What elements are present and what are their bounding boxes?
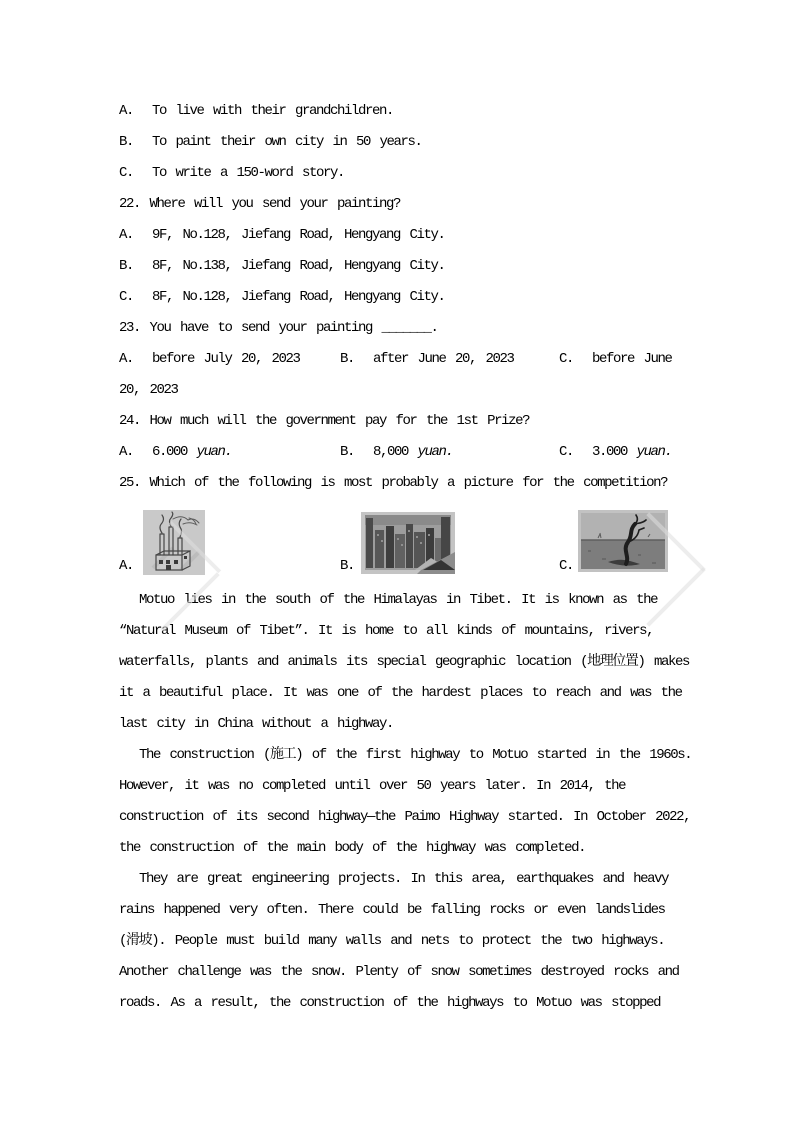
q24-stem: 24. How much will the government pay for the 1st Prize? bbox=[119, 413, 530, 429]
q24-option-c bbox=[559, 437, 672, 468]
page-content bbox=[119, 96, 692, 1019]
passage-p2-line2: However, it was no completed until over 50 years later. In 2014, the bbox=[119, 778, 626, 794]
q21-option-c: C. To write a 150-word story. bbox=[119, 165, 345, 181]
q22-option-b: B. 8F, No.138, Jiefang Road, Hengyang City. bbox=[119, 258, 445, 274]
passage-p1-line2: “Natural Museum of Tibet”. It is home to all kinds of mountains, rivers, bbox=[119, 623, 654, 639]
passage-p3-line3: (滑坡). People must build many walls and nets to protect the two highways. bbox=[119, 933, 665, 949]
picture-c-label: C. bbox=[559, 558, 574, 574]
picture-b-city-skyline-image bbox=[361, 512, 455, 574]
passage-p2-line1: The construction (施工) of the first highway to Motuo started in the 1960s. bbox=[139, 747, 692, 763]
q22-option-c: C. 8F, No.128, Jiefang Road, Hengyang City. bbox=[119, 289, 445, 305]
q24-option-a-amount: A. 6.000 bbox=[119, 444, 197, 460]
picture-c-withered-tree-image bbox=[578, 510, 668, 572]
passage-p3-line2: rains happened very often. There could be falling rocks or even landslides bbox=[119, 902, 665, 918]
q23-option-c-wrap: 20, 2023 bbox=[119, 382, 178, 398]
passage-p1-line1: Motuo lies in the south of the Himalayas in Tibet. It is known as the bbox=[139, 592, 658, 608]
passage-p2-line4: the construction of the main body of the highway was completed. bbox=[119, 840, 586, 856]
passage-p3-line1: They are great engineering projects. In this area, earthquakes and heavy bbox=[139, 871, 669, 887]
q23-stem: 23. You have to send your painting _______. bbox=[119, 320, 438, 336]
q24-option-c-amount: C. 3.000 bbox=[559, 444, 637, 460]
q24-option-b-amount: B. 8,000 bbox=[340, 444, 418, 460]
q24-option-b bbox=[340, 437, 453, 468]
q21-option-a: A. To live with their grandchildren. bbox=[119, 103, 394, 119]
q25-stem: 25. Which of the following is most probably a picture for the competition? bbox=[119, 475, 668, 491]
q24-option-c-unit: yuan. bbox=[636, 444, 672, 460]
q23-option-a: A. before July 20, 2023 bbox=[119, 351, 300, 367]
passage-p3-line5: roads. As a result, the construction of the highways to Motuo was stopped bbox=[119, 995, 661, 1011]
q21-option-b: B. To paint their own city in 50 years. bbox=[119, 134, 422, 150]
picture-a-factory-sketch-image bbox=[143, 510, 205, 575]
passage-p1-line4: it a beautiful place. It was one of the hardest places to reach and was the bbox=[119, 685, 682, 701]
q24-option-a bbox=[119, 437, 232, 468]
q23-option-b: B. after June 20, 2023 bbox=[340, 351, 514, 367]
q25-pictures-row bbox=[119, 499, 679, 585]
passage-p2-line3: construction of its second highway—the Paimo Highway started. In October 2022, bbox=[119, 809, 691, 825]
passage-p1-line3: waterfalls, plants and animals its special geographic location (地理位置) makes bbox=[119, 654, 689, 670]
picture-a-label: A. bbox=[119, 558, 134, 574]
passage-p1-line5: last city in China without a highway. bbox=[119, 716, 394, 732]
passage-p3-line4: Another challenge was the snow. Plenty of snow sometimes destroyed rocks and bbox=[119, 964, 679, 980]
picture-b-label: B. bbox=[340, 558, 355, 574]
q24-options-row bbox=[119, 437, 679, 468]
q23-options-row bbox=[119, 344, 679, 375]
q24-option-a-unit: yuan. bbox=[196, 444, 232, 460]
q22-option-a: A. 9F, No.128, Jiefang Road, Hengyang City. bbox=[119, 227, 445, 243]
q24-option-b-unit: yuan. bbox=[417, 444, 453, 460]
q23-option-c: C. before June bbox=[559, 351, 672, 367]
q22-stem: 22. Where will you send your painting? bbox=[119, 196, 401, 212]
